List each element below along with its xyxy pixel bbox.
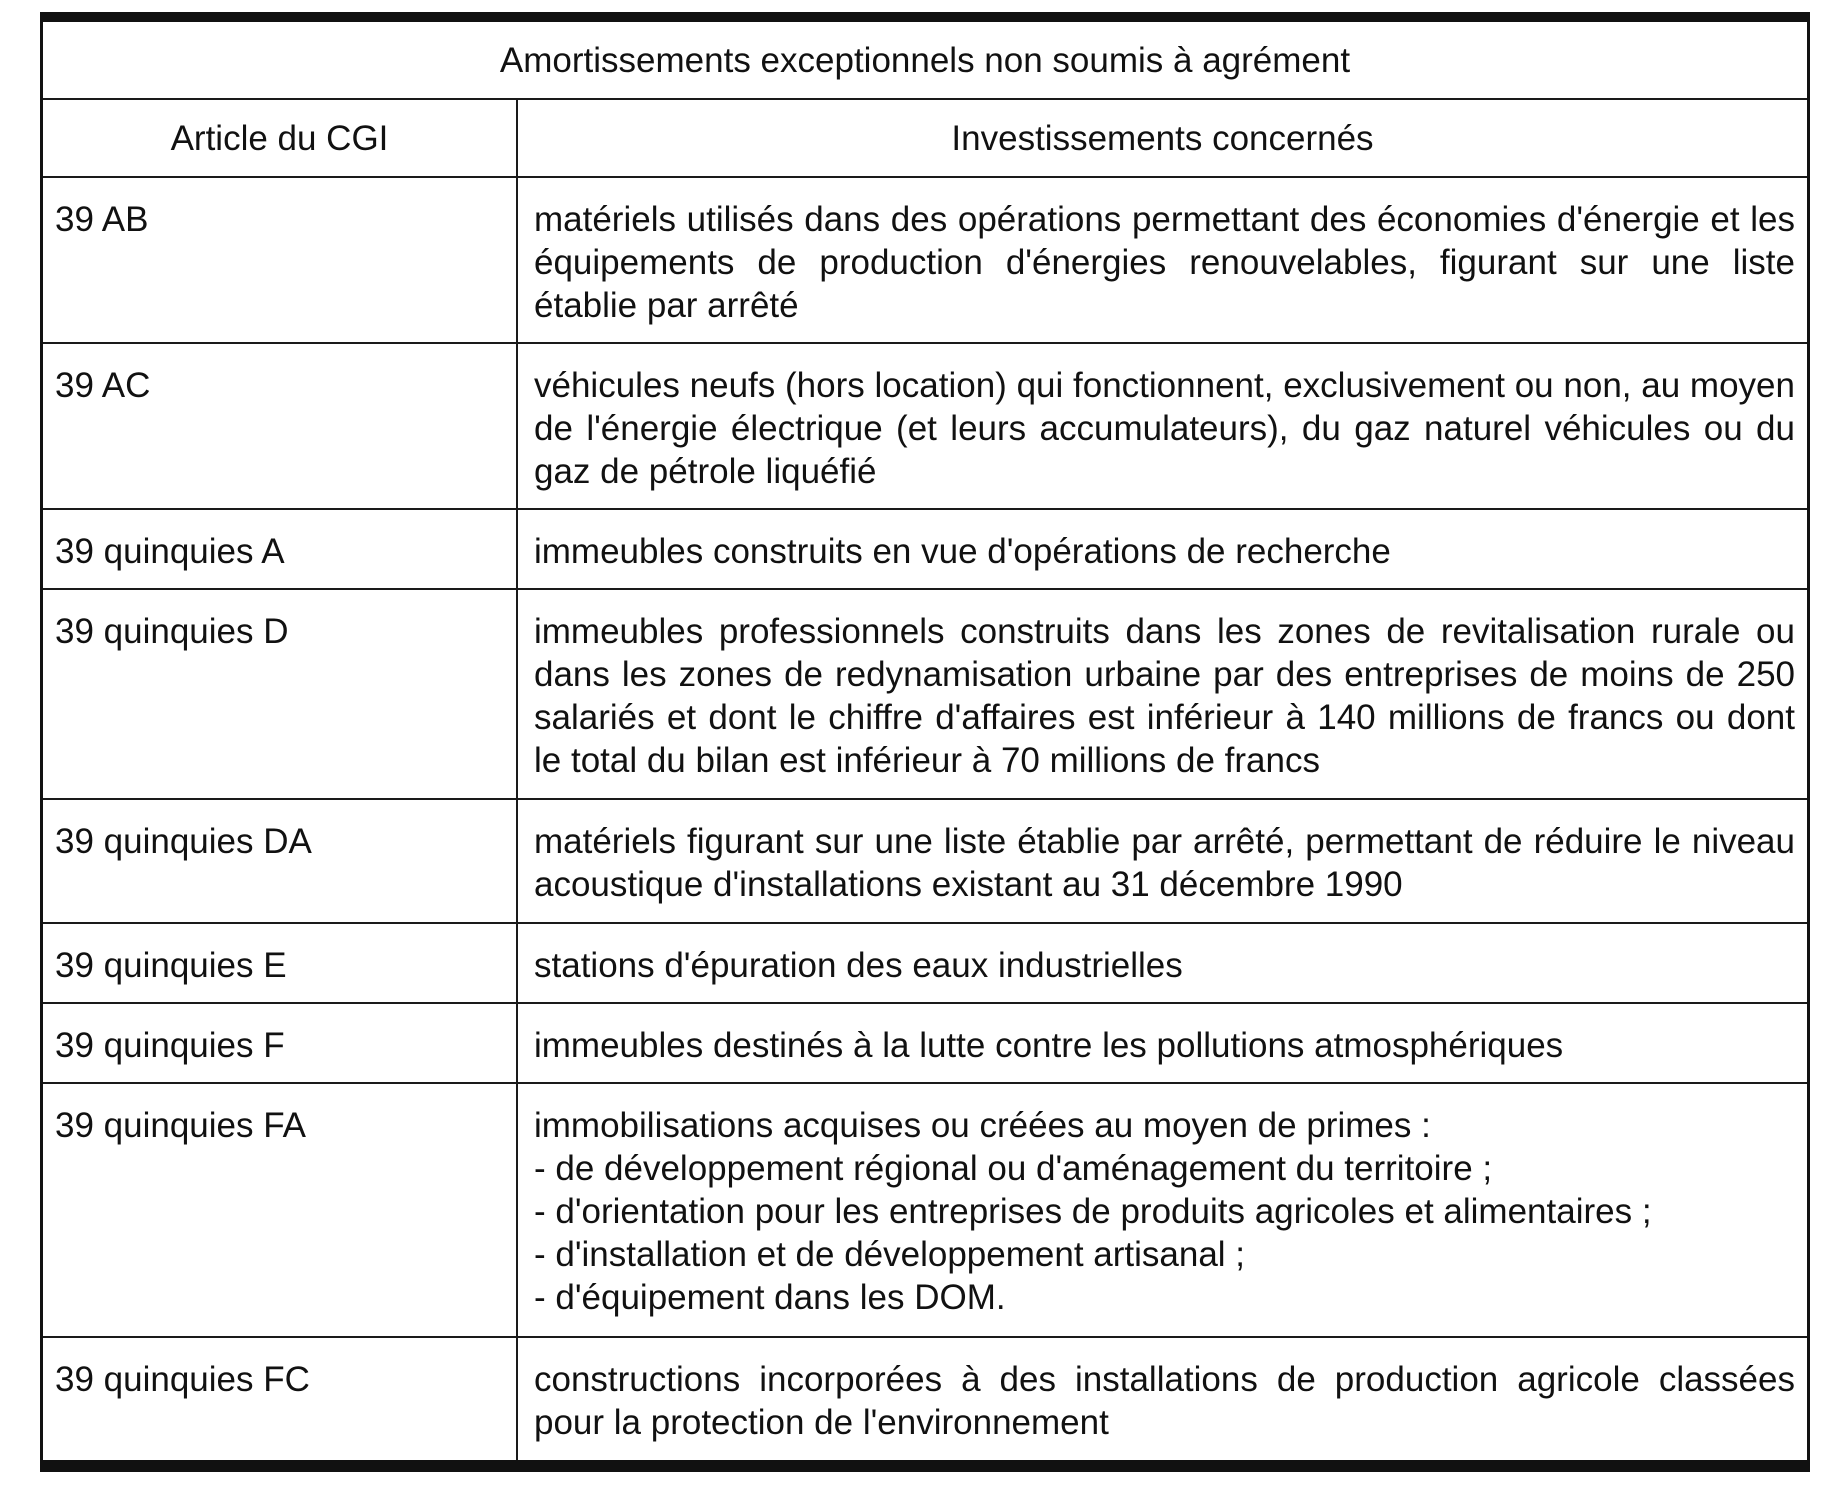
article-cell: 39 AB xyxy=(43,177,517,343)
table-row xyxy=(43,343,1807,509)
description-line: - de développement régional ou d'aménagement du territoire ; xyxy=(534,1149,1493,1188)
description-cell: immeubles construits en vue d'opérations de recherche xyxy=(517,509,1807,589)
column-header-investissements: Investissements concernés xyxy=(517,99,1807,177)
article-cell: 39 quinquies FC xyxy=(43,1337,517,1460)
description-line: immobilisations acquises ou créées au moyen de primes : xyxy=(534,1106,1431,1145)
description-line: - d'équipement dans les DOM. xyxy=(534,1278,1006,1317)
table-row xyxy=(43,1003,1807,1083)
article-cell: 39 quinquies DA xyxy=(43,799,517,923)
table-title: Amortissements exceptionnels non soumis à agrément xyxy=(43,22,1807,99)
description-cell: constructions incorporées à des installations de production agricole classées pour la protection de l'environnement xyxy=(517,1337,1807,1460)
table-row xyxy=(43,923,1807,1003)
table-row xyxy=(43,509,1807,589)
description-cell xyxy=(517,1083,1807,1337)
description-cell: matériels figurant sur une liste établie par arrêté, permettant de réduire le niveau acoustique d'installations existant au 31 décembre 1990 xyxy=(517,799,1807,923)
table-row xyxy=(43,1083,1807,1337)
article-cell: 39 quinquies A xyxy=(43,509,517,589)
description-line: - d'installation et de développement artisanal ; xyxy=(534,1235,1246,1274)
amortissements-table-frame xyxy=(40,12,1810,1472)
description-cell: matériels utilisés dans des opérations permettant des économies d'énergie et les équipements de production d'énergies renouvelables, figurant sur une liste établie par arrêté xyxy=(517,177,1807,343)
table-row xyxy=(43,589,1807,799)
description-cell: véhicules neufs (hors location) qui fonctionnent, exclusivement ou non, au moyen de l'énergie électrique (et leurs accumulateurs), du gaz naturel véhicules ou du gaz de pétrole liquéfié xyxy=(517,343,1807,509)
description-cell: stations d'épuration des eaux industrielles xyxy=(517,923,1807,1003)
article-cell: 39 quinquies F xyxy=(43,1003,517,1083)
column-header-article: Article du CGI xyxy=(43,99,517,177)
table-row xyxy=(43,799,1807,923)
table-header-row xyxy=(43,99,1807,177)
table-row xyxy=(43,1337,1807,1460)
table-row xyxy=(43,177,1807,343)
article-cell: 39 AC xyxy=(43,343,517,509)
description-line: - d'orientation pour les entreprises de produits agricoles et alimentaires ; xyxy=(534,1192,1652,1231)
table-title-row xyxy=(43,22,1807,99)
description-cell: immeubles professionnels construits dans les zones de revitalisation rurale ou dans les zones de redynamisation urbaine par des entreprises de moins de 250 salariés et dont le chiffre d'affaires est inférieur à 140 millions de francs ou dont le total du bilan est inférieur à 70 millions de francs xyxy=(517,589,1807,799)
article-cell: 39 quinquies FA xyxy=(43,1083,517,1337)
amortissements-table xyxy=(43,22,1807,1460)
description-cell: immeubles destinés à la lutte contre les pollutions atmosphériques xyxy=(517,1003,1807,1083)
article-cell: 39 quinquies D xyxy=(43,589,517,799)
article-cell: 39 quinquies E xyxy=(43,923,517,1003)
